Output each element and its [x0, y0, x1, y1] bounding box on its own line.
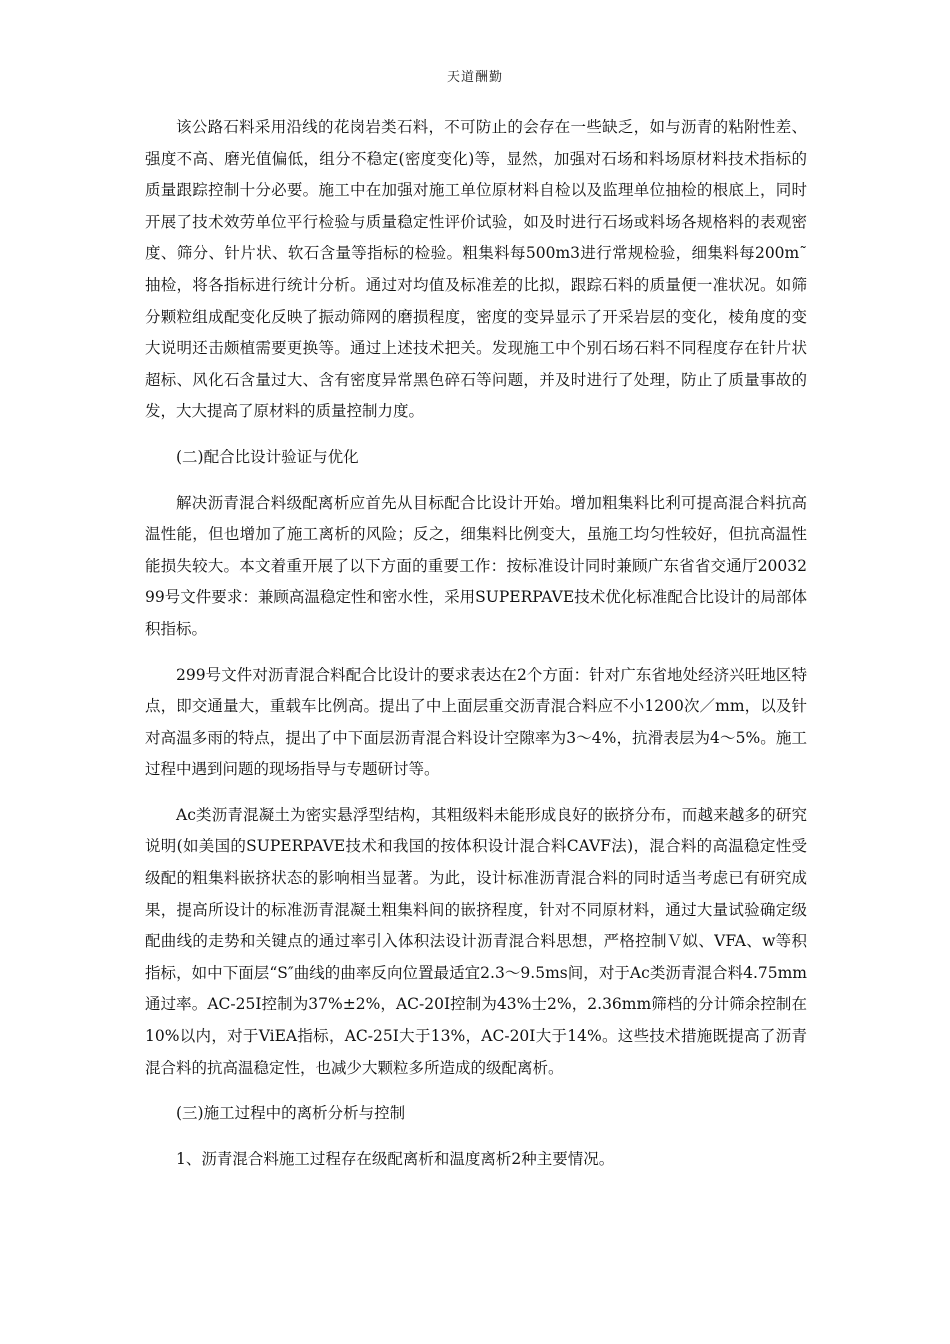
paragraph-4: Ac类沥青混凝土为密实悬浮型结构，其粗级料未能形成良好的嵌挤分布，而越来越多的研究说明(如美国的SUPERPAVE技术和我国的按体积设计混合料CAVF法)，混合料的高温稳定性受级配的粗集料嵌挤状态的影响相当显著。为此，设计标准沥青混合料的同时适当考虑已有研究成果，提高所设计的标准沥青混凝土粗集料间的嵌挤程度，针对不同原材料，通过大量试验确定级配曲线的走势和关键点的通过率引入体积法设计沥青混合料思想，严格控制Ｖ姒、VFA、w等积指标，如中下面层“S″曲线的曲率反向位置最适宜2.3～9.5ms间，对于Ac类沥青混合料4.75mm通过率。AC-25I控制为37%±2%，AC-20I控制为43%士2%，2.36mm筛档的分计筛余控制在10%以内，对于ViEA指标，AC-25I大于13%，AC-20I大于14%。这些技术措施既提高了沥青混合料的抗高温稳定性，也减少大颗粒多所造成的级配离析。 [145, 805, 807, 1077]
paragraph-gap [145, 1130, 807, 1144]
list-item-1: 1、沥青混合料施工过程存在级配离析和温度离析2种主要情况。 [176, 1149, 615, 1168]
paragraph-gap [145, 474, 807, 488]
paragraph-gap [145, 428, 807, 442]
paragraph-3: 299号文件对沥青混合料配合比设计的要求表达在2个方面：针对广东省地处经济兴旺地区特点，即交通量大，重载车比例高。提出了中上面层重交沥青混合料应不小1200次／mm，以及针对高温多雨的特点，提出了中下面层沥青混合料设计空隙率为3～4%，抗滑表层为4～5%。施工过程中遇到问题的现场指导与专题研讨等。 [145, 665, 807, 779]
page-header: 天道酬勤 [446, 70, 503, 85]
paragraph-gap [145, 646, 807, 660]
paragraph-1: 该公路石料采用沿线的花岗岩类石料，不可防止的会存在一些缺乏，如与沥青的粘附性差、强度不高、磨光值偏低，组分不稳定(密度变化)等，显然，加强对石场和料场原材料技术指标的质量跟踪控制十分必要。施工中在加强对施工单位原材料自检以及监理单位抽检的根底上，同时开展了技术效劳单位平行检验与质量稳定性评价试验，如及时进行石场或料场各规格料的表观密度、筛分、针片状、软石含量等指标的检验。粗集料每500m3进行常规检验，细集料每200m˜抽检，将各指标进行统计分析。通过对均值及标准差的比拟，跟踪石料的质量便一准状况。如筛分颗粒组成配变化反映了振动筛网的磨损程度，密度的变异显示了开采岩层的变化，棱角度的变大说明还击颇植需要更换等。通过上述技术把关。发现施工中个别石场石料不同程度存在针片状超标、风化石含量过大、含有密度异常黑色碎石等问题，并及时进行了处理，防止了质量事故的发，大大提高了原材料的质量控制力度。 [145, 118, 807, 421]
section-heading-3: (三)施工过程中的离析分析与控制 [176, 1104, 406, 1123]
paragraph-gap [145, 1084, 807, 1098]
paragraph-2: 解决沥青混合料级配离析应首先从目标配合比设计开始。增加粗集料比利可提高混合料抗高温性能，但也增加了施工离析的风险；反之，细集料比例变大，虽施工均匀性较好，但抗高温性能损失较大。本文着重开展了以下方面的重要工作：按标准设计同时兼顾广东省省交通厅2003299号文件要求：兼顾高温稳定性和密水性，采用SUPERPAVE技术优化标准配合比设计的局部体积指标。 [145, 493, 807, 638]
section-heading-2: (二)配合比设计验证与优化 [176, 447, 359, 466]
document-body [145, 112, 807, 1175]
paragraph-gap [145, 786, 807, 800]
